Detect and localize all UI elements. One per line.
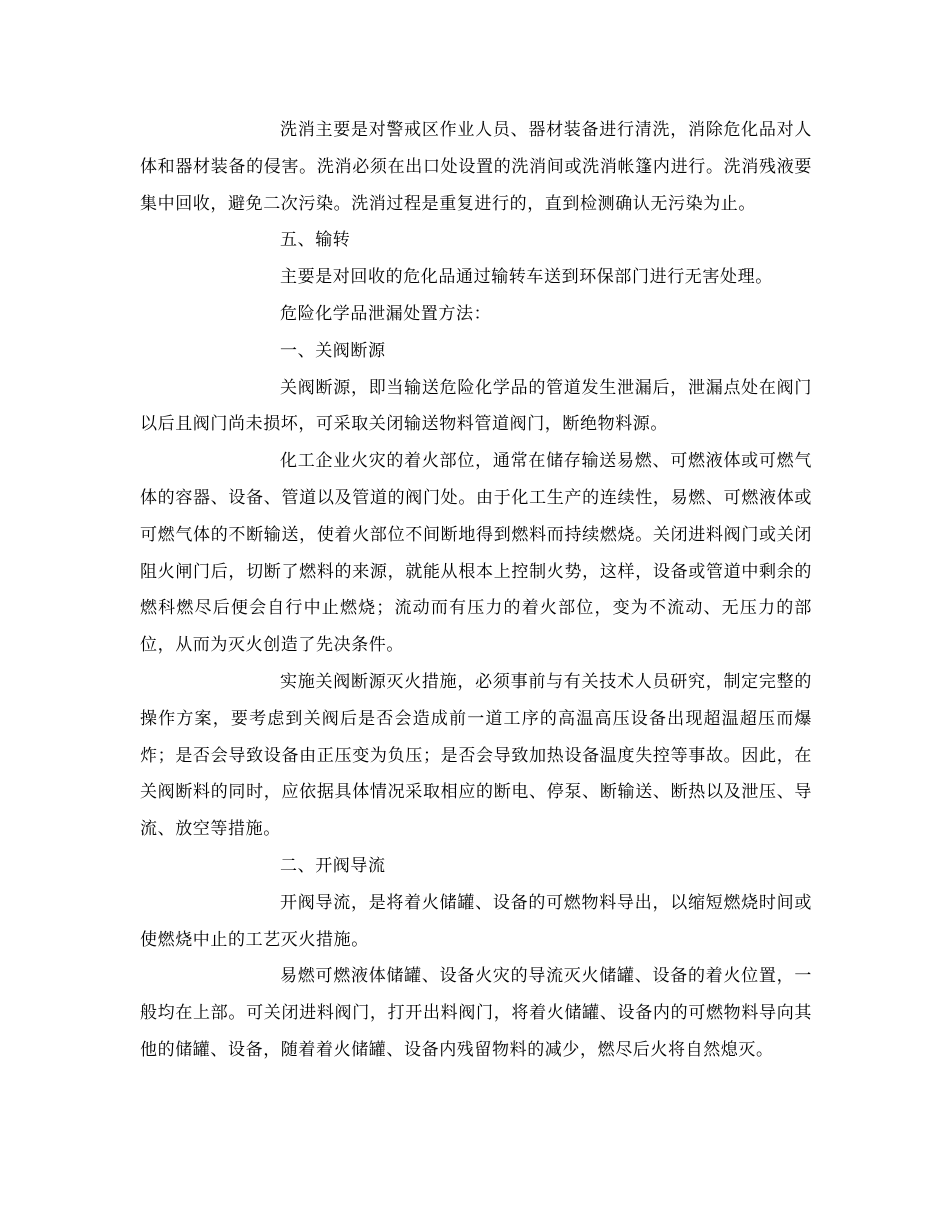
heading-close-valve: 一、关阀断源: [280, 340, 386, 361]
paragraph-close-valve-definition: 关阀断源，即当输送危险化学品的管道发生泄漏后，泄漏点处在阀门以后且阀门尚未损坏，可采取关闭输送物料管道阀门，断绝物料源。: [140, 377, 812, 435]
paragraph-chemical-fire-location: 化工企业火灾的着火部位，通常在储存输送易燃、可燃液体或可燃气体的容器、设备、管道以及管道的阀门处。由于化工生产的连续性，易燃、可燃液体或可燃气体的不断输送，使着火部位不间断地得到燃料而持续燃烧。关闭进料阀门或关闭阻火闸门后，切断了燃料的来源，就能从根本上控制火势，这样，设备或管道中剩余的燃科燃尽后便会自行中止燃烧；流动而有压力的着火部位，变为不流动、无压力的部位，从而为灭火创造了先决条件。: [140, 451, 812, 656]
document-body: [140, 112, 812, 1069]
paragraph-close-valve-measures: 实施关阀断源灭火措施，必须事前与有关技术人员研究，制定完整的操作方案，要考虑到关阀后是否会造成前一道工序的高温高压设备出现超温超压而爆炸；是否会导致设备由正压变为负压；是否会导致加热设备温度失控等事故。因此，在关阀断料的同时，应依据具体情况采取相应的断电、停泵、断输送、断热以及泄压、导流、放空等措施。: [140, 671, 812, 840]
paragraph-transfer: 主要是对回收的危化品通过输转车送到环保部门进行无害处理。: [280, 267, 773, 288]
heading-leak-methods: 危险化学品泄漏处置方法：: [280, 303, 492, 324]
paragraph-tank-fire-diversion: 易燃可燃液体储罐、设备火灾的导流灭火储罐、设备的着火位置，一般均在上部。可关闭进料阀门，打开出料阀门，将着火储罐、设备内的可燃物料导向其他的储罐、设备，随着着火储罐、设备内残留物料的减少，燃尽后火将自然熄灭。: [140, 966, 812, 1060]
heading-transfer: 五、输转: [280, 230, 351, 251]
heading-open-valve: 二、开阀导流: [280, 855, 386, 876]
paragraph-decontamination: 洗消主要是对警戒区作业人员、器材装备进行清洗，消除危化品对人体和器材装备的侵害。洗消必须在出口处设置的洗消间或洗消帐篷内进行。洗消残液要集中回收，避免二次污染。洗消过程是重复进行的，直到检测确认无污染为止。: [140, 120, 812, 214]
paragraph-open-valve-definition: 开阀导流，是将着火储罐、设备的可燃物料导出，以缩短燃烧时间或使燃烧中止的工艺灭火措施。: [140, 892, 812, 950]
